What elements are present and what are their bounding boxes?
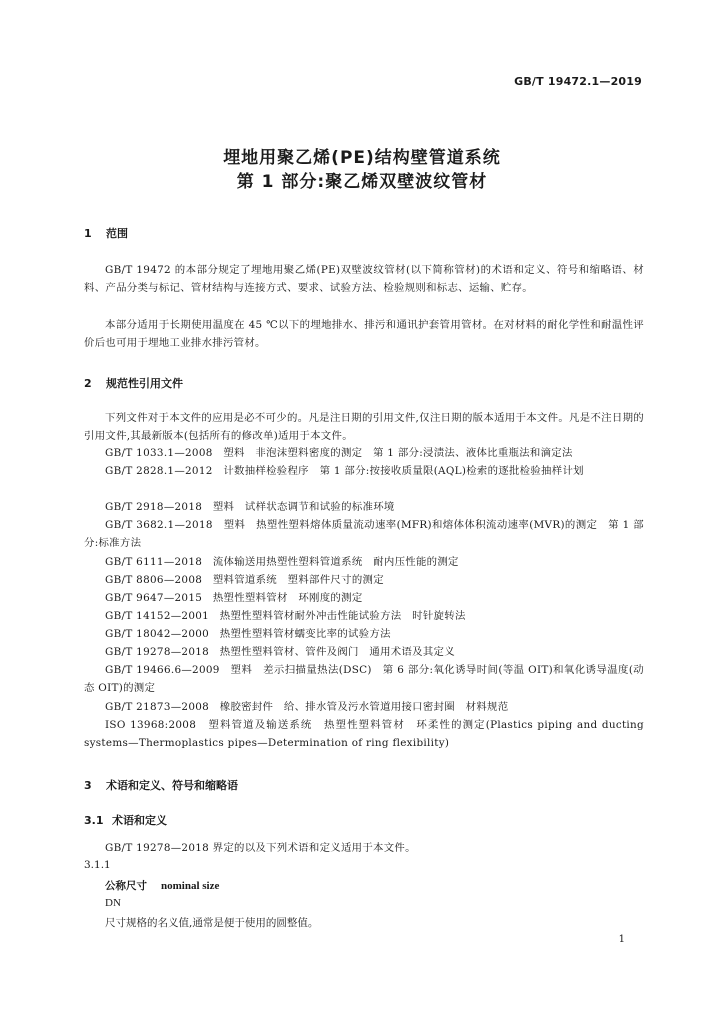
reference-item: GB/T 9647—2015 热塑性塑料管材 环刚度的测定 <box>105 592 363 604</box>
reference-item: GB/T 3682.1—2018 塑料 热塑性塑料熔体质量流动速率(MFR)和熔体体积流动速率(MVR)的测定 第 1 部分:标准方法 <box>84 519 644 549</box>
section-number: 1 <box>84 227 92 240</box>
term-definition: 尺寸规格的名义值,通常是便于使用的圆整值。 <box>105 917 319 929</box>
term-symbol: DN <box>105 897 121 909</box>
subsection-title: 术语和定义 <box>112 814 167 827</box>
section-title: 术语和定义、符号和缩略语 <box>106 779 238 792</box>
term-chinese: 公称尺寸 <box>105 880 147 892</box>
section-1-paragraph-2: 本部分适用于长期使用温度在 45 ℃以下的埋地排水、排污和通讯护套管用管材。在对材料的耐化学性和耐温性评价后也可用于埋地工业排水排污管材。 <box>84 319 644 349</box>
document-title-line1: 埋地用聚乙烯(PE)结构壁管道系统 <box>223 148 501 168</box>
section-title: 范围 <box>106 227 128 240</box>
subsection-3-1-heading <box>84 812 167 828</box>
reference-item: GB/T 6111—2018 流体输送用热塑性塑料管道系统 耐内压性能的测定 <box>105 556 459 568</box>
reference-item: GB/T 21873—2008 橡胶密封件 给、排水管及污水管道用接口密封圈 材料规范 <box>105 701 509 713</box>
section-number: 2 <box>84 377 92 390</box>
reference-item: GB/T 19278—2018 热塑性塑料管材、管件及阀门 通用术语及其定义 <box>105 646 455 658</box>
document-title-line2: 第 1 部分:聚乙烯双壁波纹管材 <box>236 172 488 192</box>
reference-item: GB/T 19466.6—2009 塑料 差示扫描量热法(DSC) 第 6 部分:氧化诱导时间(等温 OIT)和氧化诱导温度(动态 OIT)的测定 <box>84 664 644 694</box>
reference-item: GB/T 2828.1—2012 计数抽样检验程序 第 1 部分:按接收质量限(AQL)检索的逐批检验抽样计划 <box>105 465 584 477</box>
term-heading <box>105 878 219 893</box>
page-number: 1 <box>618 934 625 945</box>
section-3-heading <box>84 777 238 793</box>
reference-item: ISO 13968:2008 塑料管道及输送系统 热塑性塑料管材 环柔性的测定(Plastics piping and ducting systems—Thermoplastics pipes—Determination of ring flexibility) <box>84 719 644 749</box>
reference-item: GB/T 2918—2018 塑料 试样状态调节和试验的标准环境 <box>105 501 395 513</box>
section-2-intro: 下列文件对于本文件的应用是必不可少的。凡是注日期的引用文件,仅注日期的版本适用于本文件。凡是不注日期的引用文件,其最新版本(包括所有的修改单)适用于本文件。 <box>84 412 644 442</box>
section-3-1-intro: GB/T 19278—2018 界定的以及下列术语和定义适用于本文件。 <box>105 842 416 854</box>
section-2-heading <box>84 375 183 391</box>
reference-item: GB/T 18042—2000 热塑性塑料管材蠕变比率的试验方法 <box>105 628 391 640</box>
section-title: 规范性引用文件 <box>106 377 183 390</box>
reference-item: GB/T 14152—2001 热塑性塑料管材耐外冲击性能试验方法 时针旋转法 <box>105 610 466 622</box>
section-1-paragraph-1: GB/T 19472 的本部分规定了埋地用聚乙烯(PE)双壁波纹管材(以下简称管材)的术语和定义、符号和缩略语、材料、产品分类与标记、管材结构与连接方式、要求、试验方法、检验规则和标志、运输、贮存。 <box>84 264 644 294</box>
term-number: 3.1.1 <box>84 859 111 871</box>
reference-item: GB/T 1033.1—2008 塑料 非泡沫塑料密度的测定 第 1 部分:浸渍法、液体比重瓶法和滴定法 <box>105 447 573 459</box>
subsection-number: 3.1 <box>84 814 104 827</box>
term-english: nominal size <box>161 880 220 892</box>
standard-code: GB/T 19472.1—2019 <box>514 75 642 88</box>
section-1-heading <box>84 225 128 241</box>
section-number: 3 <box>84 779 92 792</box>
reference-item: GB/T 8806—2008 塑料管道系统 塑料部件尺寸的测定 <box>105 574 384 586</box>
